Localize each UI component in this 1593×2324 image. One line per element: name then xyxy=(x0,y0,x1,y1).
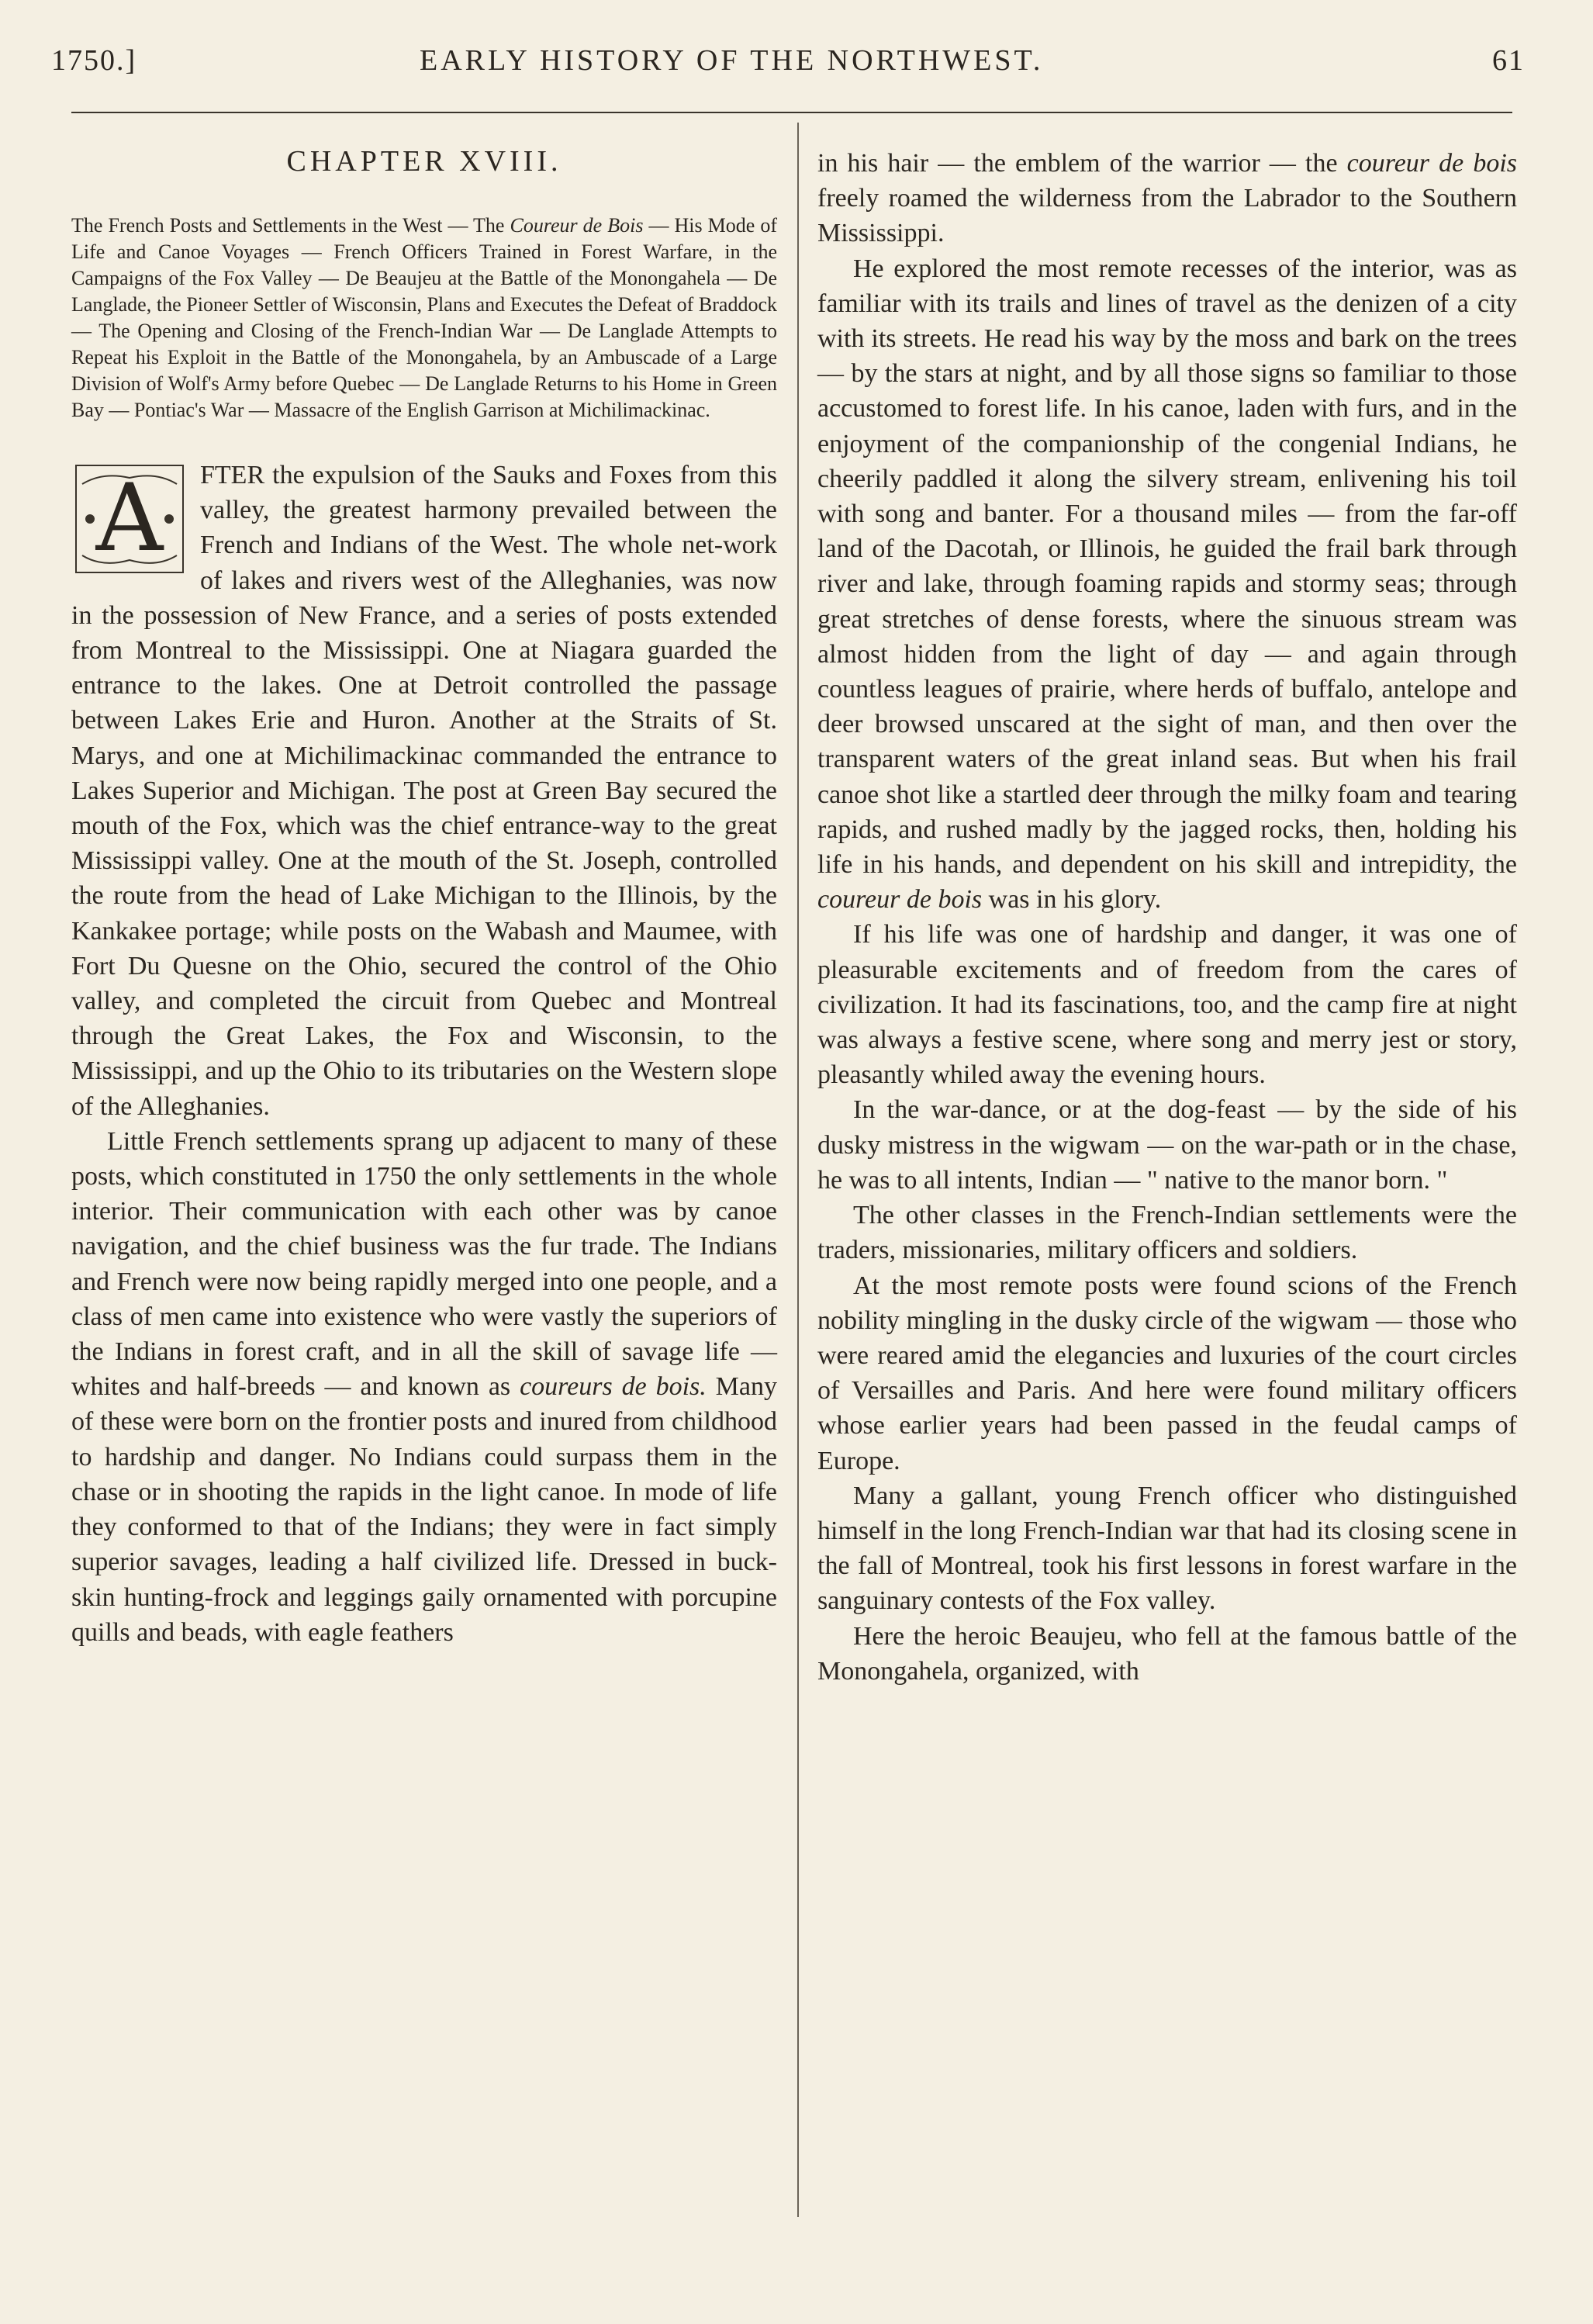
paragraph: In the war-dance, or at the dog-feast — by the side of his dusky mistress in the wigwam — on the war-path or in the chase, he was to all intents, Indian — " native to the manor born. " xyxy=(817,1095,1517,1195)
ornamental-dropcap xyxy=(71,461,188,577)
paragraph: At the most remote posts were found scions of the French nobility mingling in the dusky circle of the wigwam — those who were reared amid the elegancies and luxuries of the court circles of Versailles and Paris. And here were found military officers whose earlier years had been passed in the feudal camps of Europe. xyxy=(817,1271,1517,1475)
header-rule xyxy=(71,112,1512,113)
dropcap-letter: A xyxy=(95,465,164,572)
right-column xyxy=(817,146,1517,1689)
right-body-text xyxy=(817,146,1517,1689)
chapter-synopsis xyxy=(71,213,777,424)
left-body-text xyxy=(71,458,777,1650)
paragraph-text: He explored the most remote recesses of the interior, was as familiar with its trails and lines of travel as the denizen of a city with its streets. He read his way by the moss and bark on the trees — by the stars at night, and by all those signs so familiar to those accustomed to forest life. In his canoe, laden with furs, and in the enjoyment of the companionship of the congenial Indians, he cheerily paddled it along the silvery stream, enlivening his toil with song and banter. For a thousand miles — from the far-off land of the Dacotah, or Illinois, he guided the frail bark through river and lake, through foaming rapids and stormy seas; through great stretches of dense forests, where the sinuous stream was almost hidden from the light of day — and again through countless leagues of prairie, where herds of buffalo, antelope and deer browsed unscared at the sight of man, and then over the transparent waters of the great inland seas. But when his frail canoe shot like a startled deer through the milky foam and tearing rapids, and rushed madly by the jagged rocks, then, holding his life in his hands, and dependent on his skill and intrepidity, the xyxy=(817,254,1517,880)
italic-term: coureur de bois xyxy=(1346,149,1517,178)
running-head-year: 1750.] xyxy=(51,44,137,77)
paragraph-text: FTER the expulsion of the Sauks and Foxes from this valley, the greatest harmony prevailed between the French and Indians of the West. The whole net-work of lakes and rivers west of the Alleghanies, was now in the possession of New France, and a series of posts extended from Montreal to the Mississippi. One at Niagara guarded the entrance to the lakes. One at Detroit controlled the passage between Lakes Erie and Huron. Another at the Straits of St. Marys, and one at Michilimackinac commanded the entrance to Lakes Superior and Michigan. The post at Green Bay secured the mouth of the Fox, which was the chief entrance-way to the great Mississippi valley. One at the mouth of the St. Joseph, controlled the route from the head of Lake Michigan to the Illinois, by the Kankakee portage; while posts on the Wabash and Maumee, with Fort Du Quesne on the Ohio, secured the control of the Ohio valley, and completed the circuit from Quebec and Montreal through the Great Lakes, the Fox and Wisconsin, to the Mississippi, and up the Ohio to its tributaries on the Western slope of the Alleghanies. xyxy=(71,461,777,1121)
paragraph: If his life was one of hardship and danger, it was one of pleasurable excitements and of freedom from the cares of civilization. It had its fascinations, too, and the camp fire at night was always a festive scene, where song and merry jest or story, pleasantly whiled away the evening hours. xyxy=(817,920,1517,1090)
italic-term: coureur de bois xyxy=(817,885,983,915)
paragraph xyxy=(71,1124,777,1650)
paragraph-text-cont: freely roamed the wilderness from the Labrador to the Southern Mississippi. xyxy=(817,184,1517,248)
paragraph-text-cont: Many of these were born on the frontier posts and inured from childhood to hardship and danger. No Indians could surpass them in the chase or in shooting the rapids in the light canoe. In mode of life they conformed to that of the Indians; they were in fact simply superior savages, leading a half civilized life. Dressed in buck-skin hunting-frock and leggings gaily ornamented with porcupine quills and beads, with eagle feathers xyxy=(71,1372,778,1647)
paragraph: The other classes in the French-Indian settlements were the traders, missionaries, military officers and soldiers. xyxy=(817,1201,1517,1265)
running-head-title: EARLY HISTORY OF THE NORTHWEST. xyxy=(420,44,1044,77)
paragraph xyxy=(817,146,1517,251)
paragraph xyxy=(817,251,1517,918)
page-number: 61 xyxy=(1492,44,1525,77)
left-column xyxy=(71,144,777,1650)
paragraph-text-cont: was in his glory. xyxy=(982,885,1162,915)
paragraph xyxy=(71,458,777,1124)
paragraph-text: in his hair — the emblem of the warrior — the xyxy=(817,149,1347,178)
chapter-title: CHAPTER XVIII. xyxy=(286,145,562,178)
paragraph: Many a gallant, young French officer who distinguished himself in the long French-Indian war that had its closing scene in the fall of Montreal, took his first lessons in forest warfare in the sanguinary contests of the Fox valley. xyxy=(817,1481,1517,1616)
paragraph: Here the heroic Beaujeu, who fell at the famous battle of the Monongahela, organized, with xyxy=(817,1621,1517,1686)
running-head xyxy=(51,43,1525,90)
italic-term: coureurs de bois. xyxy=(520,1372,707,1402)
paragraph-text: Little French settlements sprang up adjacent to many of these posts, which constituted in 1750 the only settlements in the whole interior. Their communication with each other was by canoe navigation, and the chief business was the fur trade. The Indians and French were now being rapidly merged into one people, and a class of men came into existence who were vastly the superiors of the Indians in forest craft, and in all the skill of savage life — whites and half-breeds — and known as xyxy=(71,1126,777,1402)
synopsis-text: The French Posts and Settlements in the West — The xyxy=(71,214,510,237)
synopsis-text-cont: — His Mode of Life and Canoe Voyages — French Officers Trained in Forest Warfare, in the Campaigns of the Fox Valley — De Beaujeu at the Battle of the Monongahela — De Langlade, the Pioneer Settler of Wisconsin, Plans and Executes the Defeat of Braddock — The Opening and Closing of the French-Indian War — De Langlade Attempts to Repeat his Exploit in the Battle of the Monongahela, by an Ambuscade of a Large Division of Wolf's Army before Quebec — De Langlade Returns to his Home in Green Bay — Pontiac's War — Massacre of the English Garrison at Michilimackinac. xyxy=(71,214,778,421)
synopsis-italic: Coureur de Bois xyxy=(510,214,644,237)
column-divider xyxy=(797,123,799,2217)
